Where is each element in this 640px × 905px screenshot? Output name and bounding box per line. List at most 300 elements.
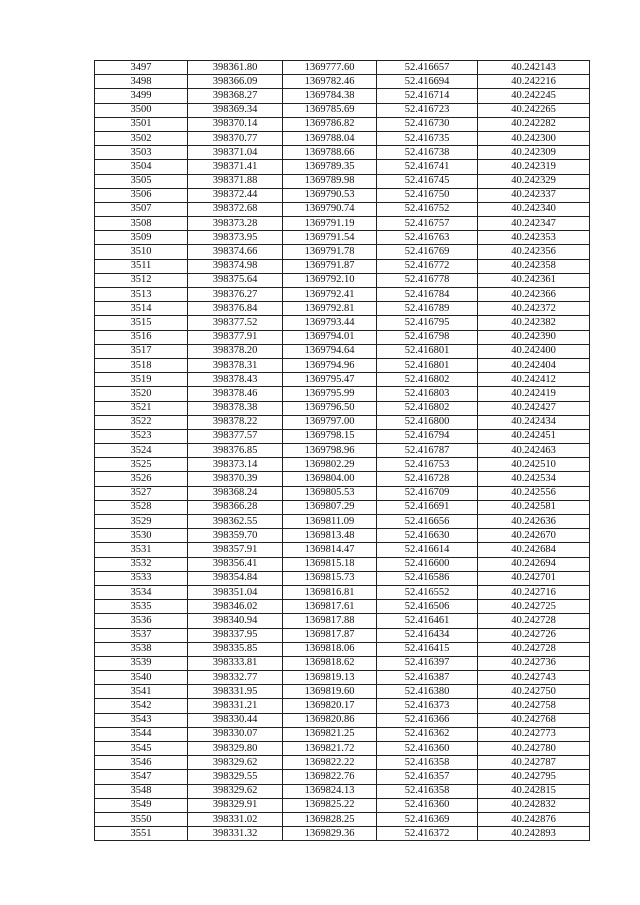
longitude-cell: 40.242780 [478,742,590,756]
point-number-cell: 3521 [95,401,188,415]
latitude-cell: 52.416735 [377,131,478,145]
latitude-cell: 52.416358 [377,756,478,770]
longitude-cell: 40.242758 [478,699,590,713]
x-coordinate-cell: 398332.77 [188,671,283,685]
point-number-cell: 3545 [95,742,188,756]
point-number-cell: 3533 [95,571,188,585]
y-coordinate-cell: 1369817.88 [283,614,377,628]
table-row [95,103,590,117]
x-coordinate-cell: 398372.68 [188,202,283,216]
y-coordinate-cell: 1369819.60 [283,685,377,699]
latitude-cell: 52.416373 [377,699,478,713]
point-number-cell: 3550 [95,812,188,826]
y-coordinate-cell: 1369815.73 [283,571,377,585]
latitude-cell: 52.416750 [377,188,478,202]
longitude-cell: 40.242451 [478,429,590,443]
longitude-cell: 40.242390 [478,330,590,344]
y-coordinate-cell: 1369828.25 [283,812,377,826]
longitude-cell: 40.242832 [478,798,590,812]
x-coordinate-cell: 398378.20 [188,344,283,358]
latitude-cell: 52.416709 [377,486,478,500]
point-number-cell: 3507 [95,202,188,216]
y-coordinate-cell: 1369824.13 [283,784,377,798]
point-number-cell: 3504 [95,160,188,174]
y-coordinate-cell: 1369791.54 [283,231,377,245]
x-coordinate-cell: 398370.39 [188,472,283,486]
latitude-cell: 52.416798 [377,330,478,344]
x-coordinate-cell: 398377.91 [188,330,283,344]
y-coordinate-cell: 1369822.76 [283,770,377,784]
y-coordinate-cell: 1369782.46 [283,75,377,89]
y-coordinate-cell: 1369829.36 [283,827,377,841]
x-coordinate-cell: 398376.84 [188,302,283,316]
x-coordinate-cell: 398378.22 [188,415,283,429]
x-coordinate-cell: 398369.34 [188,103,283,117]
point-number-cell: 3551 [95,827,188,841]
y-coordinate-cell: 1369818.06 [283,642,377,656]
point-number-cell: 3500 [95,103,188,117]
y-coordinate-cell: 1369811.09 [283,515,377,529]
latitude-cell: 52.416586 [377,571,478,585]
point-number-cell: 3524 [95,444,188,458]
latitude-cell: 52.416801 [377,358,478,372]
longitude-cell: 40.242701 [478,571,590,585]
table-row [95,543,590,557]
x-coordinate-cell: 398351.04 [188,585,283,599]
longitude-cell: 40.242636 [478,515,590,529]
point-number-cell: 3540 [95,671,188,685]
latitude-cell: 52.416757 [377,217,478,231]
point-number-cell: 3537 [95,628,188,642]
table-row [95,61,590,75]
table-row [95,557,590,571]
y-coordinate-cell: 1369807.29 [283,500,377,514]
table-row [95,756,590,770]
y-coordinate-cell: 1369815.18 [283,557,377,571]
point-number-cell: 3513 [95,288,188,302]
point-number-cell: 3529 [95,515,188,529]
latitude-cell: 52.416630 [377,529,478,543]
y-coordinate-cell: 1369790.74 [283,202,377,216]
point-number-cell: 3520 [95,387,188,401]
longitude-cell: 40.242716 [478,585,590,599]
latitude-cell: 52.416800 [377,415,478,429]
table-row [95,415,590,429]
longitude-cell: 40.242265 [478,103,590,117]
longitude-cell: 40.242427 [478,401,590,415]
latitude-cell: 52.416795 [377,316,478,330]
x-coordinate-cell: 398376.85 [188,444,283,458]
table-row [95,245,590,259]
latitude-cell: 52.416656 [377,515,478,529]
point-number-cell: 3532 [95,557,188,571]
table-row [95,146,590,160]
point-number-cell: 3503 [95,146,188,160]
table-row [95,302,590,316]
x-coordinate-cell: 398373.95 [188,231,283,245]
point-number-cell: 3549 [95,798,188,812]
longitude-cell: 40.242684 [478,543,590,557]
point-number-cell: 3528 [95,500,188,514]
latitude-cell: 52.416694 [377,75,478,89]
table-row [95,770,590,784]
y-coordinate-cell: 1369794.01 [283,330,377,344]
table-row [95,571,590,585]
y-coordinate-cell: 1369820.17 [283,699,377,713]
table-row [95,231,590,245]
point-number-cell: 3518 [95,358,188,372]
y-coordinate-cell: 1369816.81 [283,585,377,599]
table-row [95,656,590,670]
table-row [95,344,590,358]
y-coordinate-cell: 1369791.19 [283,217,377,231]
longitude-cell: 40.242340 [478,202,590,216]
latitude-cell: 52.416789 [377,302,478,316]
longitude-cell: 40.242795 [478,770,590,784]
latitude-cell: 52.416506 [377,600,478,614]
x-coordinate-cell: 398331.95 [188,685,283,699]
latitude-cell: 52.416787 [377,444,478,458]
x-coordinate-cell: 398329.55 [188,770,283,784]
x-coordinate-cell: 398366.09 [188,75,283,89]
y-coordinate-cell: 1369820.86 [283,713,377,727]
latitude-cell: 52.416357 [377,770,478,784]
latitude-cell: 52.416358 [377,784,478,798]
table-row [95,358,590,372]
latitude-cell: 52.416738 [377,146,478,160]
point-number-cell: 3534 [95,585,188,599]
longitude-cell: 40.242750 [478,685,590,699]
longitude-cell: 40.242787 [478,756,590,770]
point-number-cell: 3502 [95,131,188,145]
x-coordinate-cell: 398346.02 [188,600,283,614]
y-coordinate-cell: 1369791.87 [283,259,377,273]
y-coordinate-cell: 1369821.72 [283,742,377,756]
x-coordinate-cell: 398374.98 [188,259,283,273]
longitude-cell: 40.242366 [478,288,590,302]
point-number-cell: 3530 [95,529,188,543]
longitude-cell: 40.242419 [478,387,590,401]
x-coordinate-cell: 398371.88 [188,174,283,188]
point-number-cell: 3511 [95,259,188,273]
point-number-cell: 3548 [95,784,188,798]
y-coordinate-cell: 1369792.41 [283,288,377,302]
y-coordinate-cell: 1369788.66 [283,146,377,160]
latitude-cell: 52.416801 [377,344,478,358]
table-row [95,160,590,174]
table-row [95,798,590,812]
x-coordinate-cell: 398359.70 [188,529,283,543]
latitude-cell: 52.416778 [377,273,478,287]
longitude-cell: 40.242876 [478,812,590,826]
point-number-cell: 3527 [95,486,188,500]
x-coordinate-cell: 398378.38 [188,401,283,415]
y-coordinate-cell: 1369777.60 [283,61,377,75]
longitude-cell: 40.242581 [478,500,590,514]
x-coordinate-cell: 398371.04 [188,146,283,160]
y-coordinate-cell: 1369784.38 [283,89,377,103]
longitude-cell: 40.242400 [478,344,590,358]
longitude-cell: 40.242319 [478,160,590,174]
latitude-cell: 52.416794 [377,429,478,443]
x-coordinate-cell: 398329.80 [188,742,283,756]
latitude-cell: 52.416763 [377,231,478,245]
point-number-cell: 3498 [95,75,188,89]
y-coordinate-cell: 1369822.22 [283,756,377,770]
y-coordinate-cell: 1369821.25 [283,727,377,741]
longitude-cell: 40.242463 [478,444,590,458]
y-coordinate-cell: 1369792.10 [283,273,377,287]
x-coordinate-cell: 398329.62 [188,784,283,798]
point-number-cell: 3535 [95,600,188,614]
x-coordinate-cell: 398362.55 [188,515,283,529]
longitude-cell: 40.242556 [478,486,590,500]
table-row [95,373,590,387]
longitude-cell: 40.242412 [478,373,590,387]
x-coordinate-cell: 398335.85 [188,642,283,656]
x-coordinate-cell: 398370.14 [188,117,283,131]
y-coordinate-cell: 1369804.00 [283,472,377,486]
y-coordinate-cell: 1369795.99 [283,387,377,401]
x-coordinate-cell: 398340.94 [188,614,283,628]
y-coordinate-cell: 1369819.13 [283,671,377,685]
longitude-cell: 40.242347 [478,217,590,231]
table-row [95,812,590,826]
y-coordinate-cell: 1369817.87 [283,628,377,642]
latitude-cell: 52.416769 [377,245,478,259]
latitude-cell: 52.416728 [377,472,478,486]
point-number-cell: 3512 [95,273,188,287]
point-number-cell: 3519 [95,373,188,387]
latitude-cell: 52.416691 [377,500,478,514]
table-row [95,131,590,145]
point-number-cell: 3514 [95,302,188,316]
y-coordinate-cell: 1369798.96 [283,444,377,458]
latitude-cell: 52.416372 [377,827,478,841]
x-coordinate-cell: 398333.81 [188,656,283,670]
y-coordinate-cell: 1369791.78 [283,245,377,259]
latitude-cell: 52.416714 [377,89,478,103]
y-coordinate-cell: 1369790.53 [283,188,377,202]
point-number-cell: 3515 [95,316,188,330]
point-number-cell: 3508 [95,217,188,231]
latitude-cell: 52.416741 [377,160,478,174]
point-number-cell: 3506 [95,188,188,202]
x-coordinate-cell: 398377.57 [188,429,283,443]
latitude-cell: 52.416600 [377,557,478,571]
y-coordinate-cell: 1369785.69 [283,103,377,117]
point-number-cell: 3523 [95,429,188,443]
latitude-cell: 52.416362 [377,727,478,741]
table-row [95,500,590,514]
x-coordinate-cell: 398330.07 [188,727,283,741]
table-row [95,699,590,713]
y-coordinate-cell: 1369794.64 [283,344,377,358]
table-row [95,387,590,401]
y-coordinate-cell: 1369818.62 [283,656,377,670]
table-row [95,89,590,103]
latitude-cell: 52.416772 [377,259,478,273]
point-number-cell: 3501 [95,117,188,131]
y-coordinate-cell: 1369813.48 [283,529,377,543]
table-row [95,515,590,529]
table-row [95,117,590,131]
x-coordinate-cell: 398378.46 [188,387,283,401]
point-number-cell: 3543 [95,713,188,727]
latitude-cell: 52.416753 [377,458,478,472]
point-number-cell: 3536 [95,614,188,628]
longitude-cell: 40.242309 [478,146,590,160]
x-coordinate-cell: 398331.21 [188,699,283,713]
y-coordinate-cell: 1369795.47 [283,373,377,387]
y-coordinate-cell: 1369786.82 [283,117,377,131]
longitude-cell: 40.242893 [478,827,590,841]
table-row [95,188,590,202]
table-row [95,585,590,599]
table-row [95,529,590,543]
latitude-cell: 52.416614 [377,543,478,557]
longitude-cell: 40.242726 [478,628,590,642]
longitude-cell: 40.242725 [478,600,590,614]
longitude-cell: 40.242510 [478,458,590,472]
latitude-cell: 52.416366 [377,713,478,727]
x-coordinate-cell: 398375.64 [188,273,283,287]
y-coordinate-cell: 1369797.00 [283,415,377,429]
y-coordinate-cell: 1369793.44 [283,316,377,330]
y-coordinate-cell: 1369814.47 [283,543,377,557]
y-coordinate-cell: 1369798.15 [283,429,377,443]
longitude-cell: 40.242300 [478,131,590,145]
point-number-cell: 3499 [95,89,188,103]
table-row [95,330,590,344]
longitude-cell: 40.242815 [478,784,590,798]
x-coordinate-cell: 398368.24 [188,486,283,500]
longitude-cell: 40.242282 [478,117,590,131]
x-coordinate-cell: 398337.95 [188,628,283,642]
longitude-cell: 40.242358 [478,259,590,273]
latitude-cell: 52.416380 [377,685,478,699]
point-number-cell: 3517 [95,344,188,358]
y-coordinate-cell: 1369789.98 [283,174,377,188]
latitude-cell: 52.416397 [377,656,478,670]
table-row [95,458,590,472]
y-coordinate-cell: 1369825.22 [283,798,377,812]
x-coordinate-cell: 398329.62 [188,756,283,770]
latitude-cell: 52.416461 [377,614,478,628]
x-coordinate-cell: 398374.66 [188,245,283,259]
longitude-cell: 40.242768 [478,713,590,727]
x-coordinate-cell: 398357.91 [188,543,283,557]
table-row [95,614,590,628]
y-coordinate-cell: 1369794.96 [283,358,377,372]
x-coordinate-cell: 398378.43 [188,373,283,387]
point-number-cell: 3542 [95,699,188,713]
table-row [95,217,590,231]
latitude-cell: 52.416730 [377,117,478,131]
longitude-cell: 40.242534 [478,472,590,486]
x-coordinate-cell: 398370.77 [188,131,283,145]
coordinates-table [94,60,590,841]
point-number-cell: 3525 [95,458,188,472]
x-coordinate-cell: 398354.84 [188,571,283,585]
latitude-cell: 52.416752 [377,202,478,216]
point-number-cell: 3546 [95,756,188,770]
latitude-cell: 52.416803 [377,387,478,401]
latitude-cell: 52.416415 [377,642,478,656]
point-number-cell: 3547 [95,770,188,784]
x-coordinate-cell: 398356.41 [188,557,283,571]
longitude-cell: 40.242670 [478,529,590,543]
table-row [95,273,590,287]
x-coordinate-cell: 398368.27 [188,89,283,103]
table-row [95,600,590,614]
longitude-cell: 40.242337 [478,188,590,202]
longitude-cell: 40.242143 [478,61,590,75]
longitude-cell: 40.242728 [478,614,590,628]
point-number-cell: 3538 [95,642,188,656]
latitude-cell: 52.416723 [377,103,478,117]
latitude-cell: 52.416552 [377,585,478,599]
table-row [95,444,590,458]
point-number-cell: 3510 [95,245,188,259]
longitude-cell: 40.242773 [478,727,590,741]
y-coordinate-cell: 1369805.53 [283,486,377,500]
latitude-cell: 52.416802 [377,373,478,387]
table-body [95,61,590,841]
x-coordinate-cell: 398331.02 [188,812,283,826]
x-coordinate-cell: 398371.41 [188,160,283,174]
x-coordinate-cell: 398377.52 [188,316,283,330]
y-coordinate-cell: 1369788.04 [283,131,377,145]
latitude-cell: 52.416784 [377,288,478,302]
table-row [95,827,590,841]
latitude-cell: 52.416360 [377,798,478,812]
table-row [95,642,590,656]
longitude-cell: 40.242434 [478,415,590,429]
longitude-cell: 40.242404 [478,358,590,372]
table-row [95,486,590,500]
point-number-cell: 3522 [95,415,188,429]
table-row [95,202,590,216]
longitude-cell: 40.242329 [478,174,590,188]
x-coordinate-cell: 398378.31 [188,358,283,372]
longitude-cell: 40.242353 [478,231,590,245]
point-number-cell: 3539 [95,656,188,670]
x-coordinate-cell: 398329.91 [188,798,283,812]
table-row [95,288,590,302]
table-row [95,727,590,741]
point-number-cell: 3505 [95,174,188,188]
x-coordinate-cell: 398373.28 [188,217,283,231]
longitude-cell: 40.242736 [478,656,590,670]
longitude-cell: 40.242382 [478,316,590,330]
x-coordinate-cell: 398331.32 [188,827,283,841]
table-row [95,628,590,642]
latitude-cell: 52.416745 [377,174,478,188]
longitude-cell: 40.242356 [478,245,590,259]
x-coordinate-cell: 398361.80 [188,61,283,75]
point-number-cell: 3531 [95,543,188,557]
longitude-cell: 40.242245 [478,89,590,103]
point-number-cell: 3509 [95,231,188,245]
latitude-cell: 52.416657 [377,61,478,75]
table-row [95,75,590,89]
longitude-cell: 40.242372 [478,302,590,316]
y-coordinate-cell: 1369789.35 [283,160,377,174]
latitude-cell: 52.416802 [377,401,478,415]
table-row [95,472,590,486]
latitude-cell: 52.416369 [377,812,478,826]
